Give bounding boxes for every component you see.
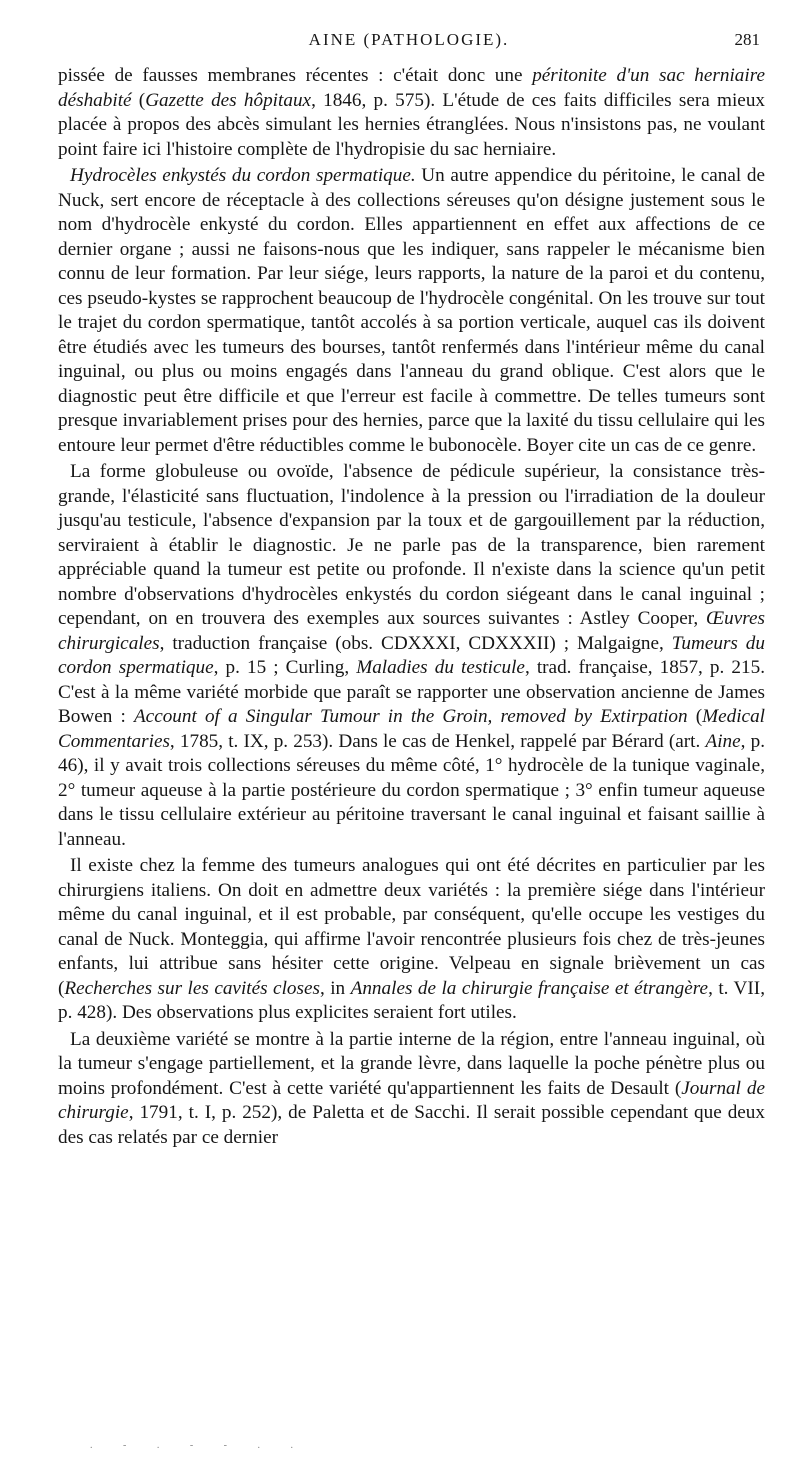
body-text	[58, 64, 765, 1152]
italic-run: Maladies du testicule	[356, 657, 525, 678]
scan-speckles: . - . - - . .	[90, 1440, 307, 1451]
page-number: 281	[734, 30, 760, 49]
text-run: , traduction française (obs. CDXXXI, CDXXXII) ; Malgaigne,	[159, 632, 672, 654]
paragraph-2	[58, 164, 765, 458]
paragraph-3	[58, 460, 765, 852]
text-run: (	[131, 89, 146, 111]
italic-run: Gazette des hôpitaux	[145, 89, 312, 111]
italic-run: Medical Commentaries	[58, 706, 765, 752]
text-run: , 1785, t. IX, p. 253). Dans le cas de Henkel, rappelé par Bérard (art.	[169, 730, 706, 752]
italic-run: Œuvres chirurgicales	[58, 608, 765, 654]
text-run: La forme globuleuse ou ovoïde, l'absence de pédicule supérieur, la consistance très-grande, l'élasticité sans fluctuation, l'indolence à la pression ou l'irradiation de la douleur jusqu'au testicule, l'absence d'expansion par la toux et de gargouillement par la réduction, serviraient à établir le diagnostic. Je ne parle pas de la transparence, bien rarement appréciable quand la tumeur est petite ou profonde. Il n'existe dans la science qu'un petit nombre d'observations d'hydrocèles enkystés du cordon siégeant dans le canal inguinal ; cependant, on en trouvera des exemples aux sources suivantes : Astley Cooper,	[58, 461, 765, 629]
italic-run: Journal de chirurgie	[58, 1077, 765, 1123]
text-run: (	[687, 706, 703, 727]
page-header	[58, 30, 760, 54]
running-title: AINE (PATHOLOGIE).	[308, 30, 510, 49]
text-run: , in	[319, 977, 351, 999]
text-run: Il existe chez la femme des tumeurs analogues qui ont été décrites en particulier par les chirurgiens italiens. On doit en admettre deux variétés : la première siége dans l'intérieur même du canal inguinal, et il est probable, par conséquent, qu'elle occupe les vestiges du canal de Nuck. Monteggia, qui affirme l'avoir rencontrée plusieurs fois chez de très-jeunes enfants, lui attribue sans hésiter cette origine. Velpeau en signale brièvement un cas (	[58, 855, 765, 999]
text-run: , 1791, t. I, p. 252), de Paletta et de Sacchi. Il serait possible cependant que deux des cas relatés par ce dernier	[58, 1102, 765, 1148]
paragraph-1	[58, 64, 765, 162]
paragraph-5	[58, 1028, 765, 1151]
italic-run: Annales de la chirurgie française et étrangère	[350, 977, 709, 999]
text-run: pissée de fausses membranes récentes : c'était donc une	[58, 65, 533, 86]
text-run: Un autre appendice du péritoine, le canal de Nuck, sert encore de réceptacle à des collections séreuses qu'on désigne justement sous le nom d'hydrocèle enkysté du cordon. Elles appartiennent en effet aux affections de ce dernier organe ; aussi ne faisons-nous que les indiquer, sans rappeler le mécanisme bien connu de leur formation. Par leur siége, leurs rapports, la nature de la paroi et du contenu, ces pseudo-kystes se rapprochent beaucoup de l'hydrocèle congénital. On les trouve sur tout le trajet du cordon spermatique, tantôt accolés à sa portion verticale, auquel cas ils doivent être étudiés avec les tumeurs des bourses, tantôt renfermés dans l'intérieur même du canal inguinal, ou plus ou moins engagés dans l'anneau du grand oblique. C'est alors que le diagnostic peut être difficile et que l'erreur est facile à commettre. De telles tumeurs sont presque invariablement prises pour des hernies, parce que la laxité du tissu cellulaire qui les entoure leur permet d'être réductibles comme le bubonocèle. Boyer cite un cas de ce genre.	[58, 165, 765, 456]
text-run: , t. VII, p. 428). Des observations plus explicites seraient fort utiles.	[58, 977, 765, 1023]
italic-run: péritonite d'un sac herniaire déshabité	[58, 65, 765, 111]
text-run: , p. 46), il y avait trois collections séreuses du même côté, 1° hydrocèle de la tunique vaginale, 2° tumeur aqueuse à la partie postérieure du cordon spermatique ; 3° enfin tumeur aqueuse dans le tissu cellulaire extérieur au péritoine traversant le canal inguinal et faisant saillie à l'anneau.	[58, 730, 766, 850]
text-run: , trad. française, 1857, p. 215. C'est à la même variété morbide que paraît se rapporter une observation ancienne de James Bowen :	[58, 657, 765, 727]
italic-run: Hydrocèles enkystés du cordon spermatique.	[70, 165, 416, 186]
text-run: La deuxième variété se montre à la partie interne de la région, entre l'anneau inguinal, où la tumeur s'engage partiellement, et la grande lèvre, dans laquelle la poche pénètre plus ou moins profondément. C'est à cette variété qu'appartiennent les faits de Desault (	[58, 1028, 765, 1099]
italic-run: Recherches sur les cavités closes	[64, 977, 320, 999]
italic-run: Tumeurs du cordon spermatique	[58, 632, 765, 678]
italic-run: Aine	[705, 730, 741, 752]
paragraph-4	[58, 854, 765, 1026]
italic-run: Account of a Singular Tumour in the Groin, removed by Extirpation	[133, 706, 688, 727]
text-run: , 1846, p. 575). L'étude de ces faits difficiles sera mieux placée à propos des abcès simulant les hernies étranglées. Nous n'insistons pas, ne voulant point faire ici l'histoire complète de l'hydropisie du sac herniaire.	[58, 89, 766, 160]
text-run: , p. 15 ; Curling,	[213, 657, 357, 678]
